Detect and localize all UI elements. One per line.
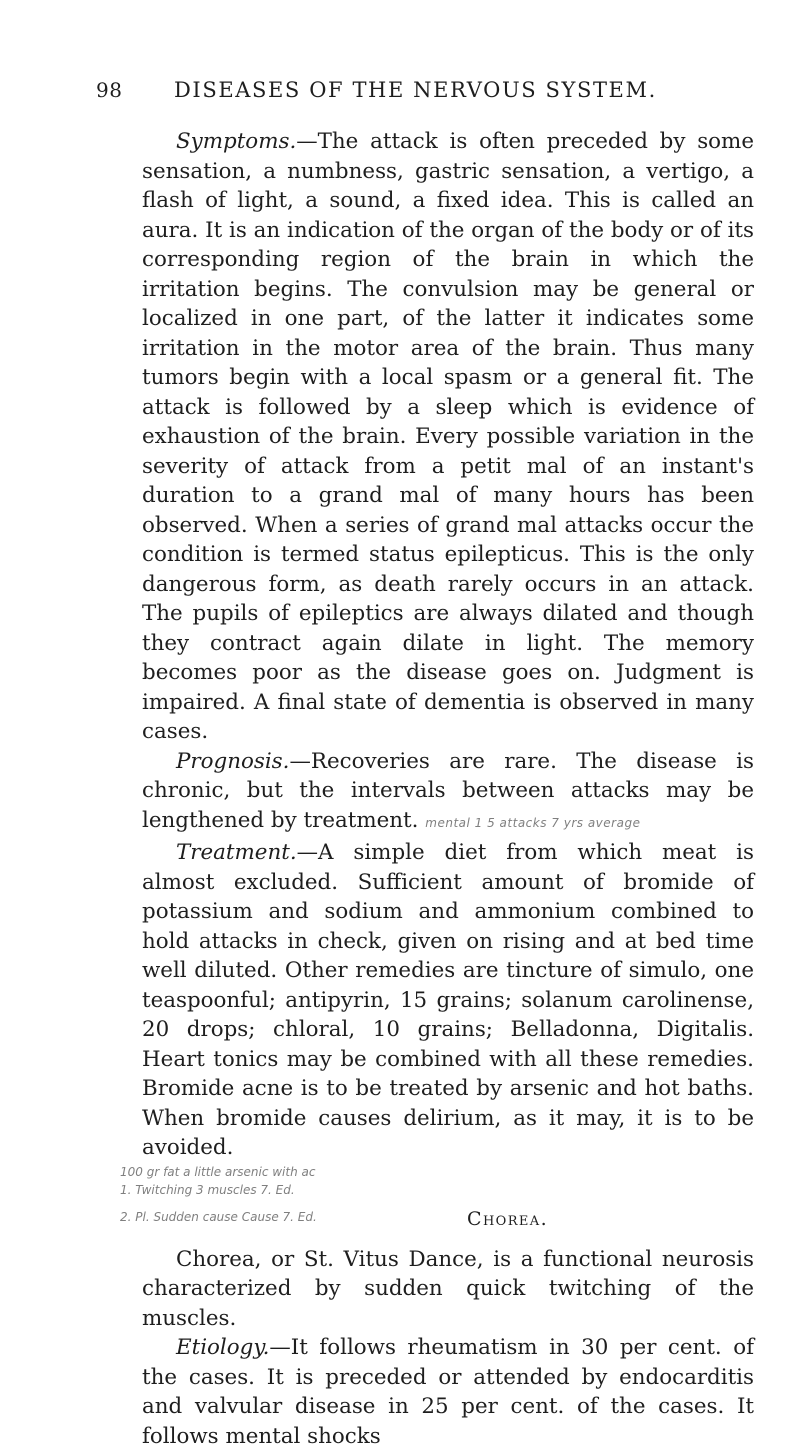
page-number: 98 (96, 78, 123, 102)
prognosis-text: —Recoveries are rare. The disease is chronic, but the intervals between attacks may be lengthened by treatment. (142, 748, 754, 833)
handwritten-annotation-1: 1. Twitching 3 muscles 7. Ed. (120, 1182, 295, 1197)
treatment-lead: Treatment. (176, 840, 297, 865)
prognosis-lead: Prognosis. (176, 748, 290, 774)
chorea-heading-row (120, 1199, 754, 1235)
symptoms-paragraph (142, 127, 754, 747)
section-spacer (142, 1235, 754, 1245)
treatment-paragraph (142, 838, 754, 1163)
running-head: DISEASES OF THE NERVOUS SYSTEM. (174, 78, 657, 102)
etiology-paragraph (142, 1333, 754, 1451)
etiology-lead: Etiology. (176, 1335, 270, 1360)
treatment-text: —A simple diet from which meat is almost excluded. Sufficient amount of bromide of potassium and sodium and ammonium combined to hold attacks in check, given on rising and at bed time well diluted. Other remedies are tincture of simulo, one teaspoonful; antipyrin, 15 grains; solanum carolinense, 20 drops; chloral, 10 grains; Belladonna, Digitalis. Heart tonics may be combined with all these remedies. Bromide acne is to be treated by arsenic and hot baths. (142, 840, 754, 1101)
page-header (96, 78, 706, 108)
symptoms-text: —The attack is often preceded by some sensation, a numbness, gastric sensation, a vertigo, a flash of light, a sound, a fixed idea. This is called an aura. It is an indication of the organ of the body or of its corresponding region of the brain in which the irritation begins. The convulsion may be general or localized in one part, of the latter it indicates some irritation in the motor area of the brain. Thus many tumors begin with a local spasm or a general fit. The attack is followed by a sleep which is evidence of exhaustion of the brain. Every possible variation in the severity of attack from a petit mal of an instant's duration to a grand mal of many hours has been observed. When a series of grand mal attacks occur the condition is termed status epilepticus. This is the only dangerous form, as death rarely occurs in an attack. The pupils of epileptics are always dilated and though they contract again dilate in light. The memory becomes poor as the disease goes on. Judgment is impaired. A final state of dementia is observed in many cases. (142, 129, 754, 744)
prognosis-paragraph (142, 747, 754, 839)
handwritten-annotation-2: 2. Pl. Sudden cause Cause 7. Ed. (120, 1209, 317, 1224)
prognosis-handwritten-note: mental 1 5 attacks 7 yrs average (425, 815, 641, 830)
etiology-text: —It follows rheumatism in 30 per cent. of the cases. It is preceded or attended by endocarditis and valvular disease in 25 per cent. of the cases. It follows mental shocks (142, 1335, 754, 1449)
chorea-definition-paragraph (142, 1245, 754, 1334)
treatment-handwritten-note: 100 gr fat a little arsenic with ac (120, 1164, 316, 1179)
treatment-text-end: When bromide causes delirium, as it may, it is to be avoided. (142, 1105, 754, 1160)
symptoms-lead: Symptoms. (176, 129, 297, 154)
chorea-definition: Chorea, or St. Vitus Dance, is a functional neurosis characterized by sudden quick twitching of the muscles. (142, 1246, 754, 1331)
page-body (120, 127, 754, 1451)
chorea-section-title: Chorea. (467, 1207, 549, 1230)
